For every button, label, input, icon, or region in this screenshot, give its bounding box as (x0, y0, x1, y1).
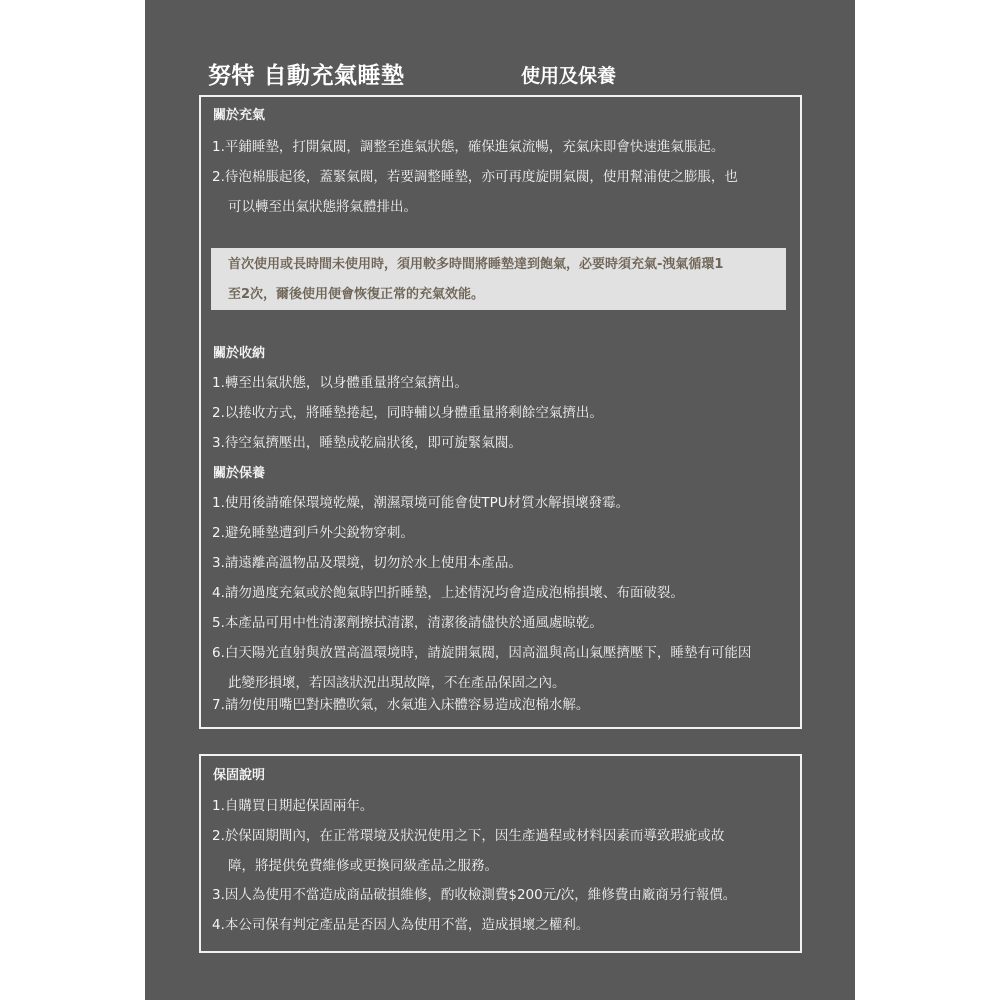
storage-item-1: 1.轉至出氣狀態，以身體重量將空氣擠出。 (212, 375, 468, 391)
warranty-item-4: 4.本公司保有判定產品是否因人為使用不當，造成損壞之權利。 (212, 917, 590, 933)
maintenance-item-4: 4.請勿過度充氣或於飽氣時凹折睡墊，上述情況均會造成泡棉損壞、布面破裂。 (212, 585, 684, 601)
inflation-item-1: 1.平鋪睡墊，打開氣閥，調整至進氣狀態，確保進氣流暢，充氣床即會快速進氣脹起。 (212, 139, 725, 155)
warranty-heading: 保固說明 (213, 768, 266, 783)
storage-item-2: 2.以捲收方式，將睡墊捲起，同時輔以身體重量將剩餘空氣擠出。 (212, 405, 603, 421)
inflation-item-2-cont: 可以轉至出氣狀態將氣體排出。 (228, 199, 417, 215)
inflation-item-2: 2.待泡棉脹起後，蓋緊氣閥，若要調整睡墊，亦可再度旋開氣閥，使用幫浦使之膨脹，也 (212, 169, 738, 185)
section-title: 使用及保養 (521, 65, 617, 87)
maintenance-heading: 關於保養 (213, 466, 266, 481)
storage-item-3: 3.待空氣擠壓出，睡墊成乾扁狀後，即可旋緊氣閥。 (212, 435, 522, 451)
product-title: 努特 自動充氣睡墊 (208, 63, 405, 89)
maintenance-item-3: 3.請遠離高溫物品及環境，切勿於水上使用本產品。 (212, 555, 522, 571)
maintenance-item-6: 6.白天陽光直射與放置高溫環境時，請旋開氣閥，因高溫與高山氣壓擠壓下，睡墊有可能因 (212, 645, 752, 661)
maintenance-item-7: 7.請勿使用嘴巴對床體吹氣，水氣進入床體容易造成泡棉水解。 (212, 697, 590, 713)
inflation-heading: 關於充氣 (213, 108, 266, 123)
warranty-item-2-cont: 障，將提供免費維修或更換同級產品之服務。 (228, 858, 498, 874)
maintenance-item-2: 2.避免睡墊遭到戶外尖銳物穿刺。 (212, 525, 414, 541)
warranty-item-2: 2.於保固期間內，在正常環境及狀況使用之下，因生產過程或材料因素而導致瑕疵或故 (212, 828, 725, 844)
storage-heading: 關於收納 (213, 346, 266, 361)
callout-line-2: 至2次，爾後使用便會恢復正常的充氣效能。 (228, 287, 485, 302)
maintenance-item-6-cont: 此變形損壞，若因該狀況出現故障，不在產品保固之內。 (228, 675, 566, 691)
warranty-item-3: 3.因人為使用不當造成商品破損維修，酌收檢測費$200元/次，維修費由廠商另行報價。 (212, 887, 737, 903)
callout-line-1: 首次使用或長時間未使用時，須用較多時間將睡墊達到飽氣，必要時須充氣-洩氣循環1 (228, 257, 724, 272)
maintenance-item-5: 5.本產品可用中性清潔劑擦拭清潔，清潔後請儘快於通風處晾乾。 (212, 615, 603, 631)
maintenance-item-1: 1.使用後請確保環境乾燥，潮濕環境可能會使TPU材質水解損壞發霉。 (212, 495, 630, 511)
warranty-item-1: 1.自購買日期起保固兩年。 (212, 798, 374, 814)
